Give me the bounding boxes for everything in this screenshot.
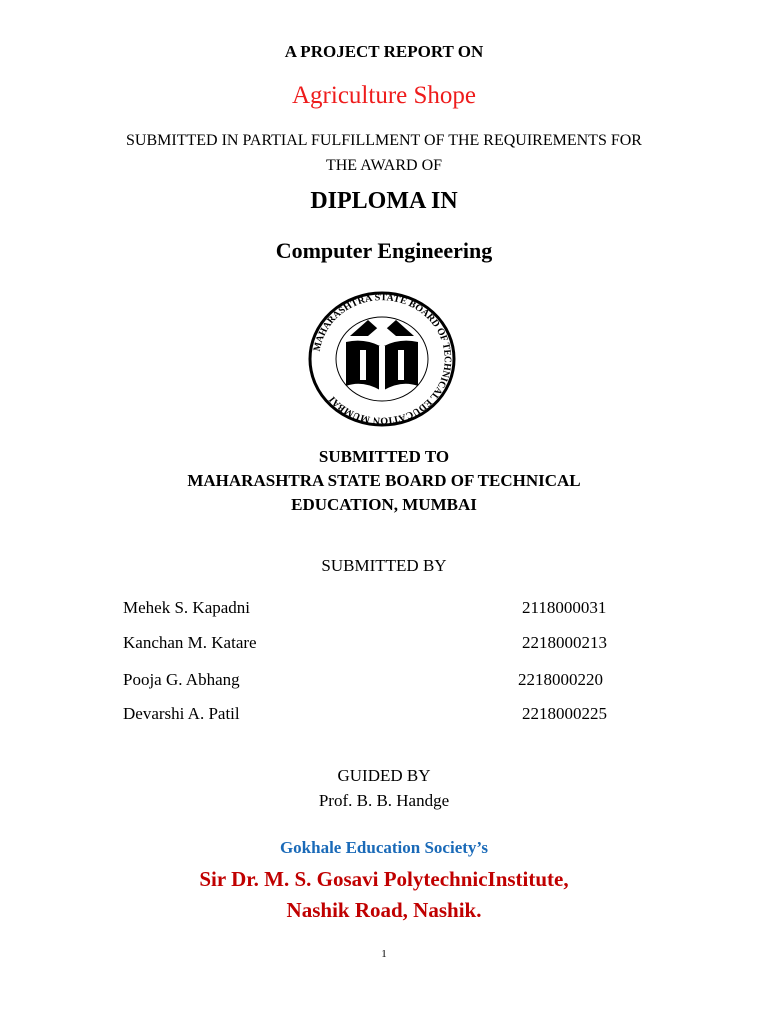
- guide-name: Prof. B. B. Handge: [318, 791, 450, 810]
- submitted-by-label: SUBMITTED BY: [321, 556, 447, 575]
- project-title: Agriculture Shope: [292, 82, 476, 109]
- member-name: Devarshi A. Patil: [123, 704, 240, 723]
- institute-location: Nashik Road, Nashik.: [286, 898, 482, 922]
- member-name: Pooja G. Abhang: [123, 670, 240, 689]
- seal-emblem-icon: [302, 290, 462, 428]
- seal-ring-text: MAHARASHTRA STATE BOARD OF TECHNICAL EDUCATION MUMBAI: [311, 292, 453, 426]
- submitted-to-block: [0, 445, 768, 517]
- member-enrollment: 2218000225: [522, 704, 607, 723]
- member-name: Kanchan M. Katare: [123, 633, 257, 652]
- institute-name: Sir Dr. M. S. Gosavi PolytechnicInstitute,: [199, 867, 569, 891]
- member-enrollment: 2218000213: [522, 633, 607, 652]
- page-number: 1: [381, 948, 387, 960]
- board-name-line-2: EDUCATION, MUMBAI: [291, 495, 477, 514]
- diploma-title: DIPLOMA IN: [310, 188, 458, 214]
- msbte-seal-logo: [302, 290, 462, 428]
- society-name: Gokhale Education Society’s: [279, 838, 489, 857]
- member-name: Mehek S. Kapadni: [123, 598, 251, 617]
- fulfillment-statement: [0, 128, 768, 178]
- fulfillment-line-2: THE AWARD OF: [325, 157, 443, 174]
- guided-by-label: GUIDED BY: [337, 766, 431, 785]
- submitted-to-label: SUBMITTED TO: [318, 447, 450, 466]
- board-name-line-1: MAHARASHTRA STATE BOARD OF TECHNICAL: [187, 471, 581, 490]
- fulfillment-line-1: SUBMITTED IN PARTIAL FULFILLMENT OF THE REQUIREMENTS FOR: [126, 132, 642, 149]
- report-heading: A PROJECT REPORT ON: [284, 42, 484, 61]
- member-enrollment: 2218000220: [518, 670, 603, 689]
- branch-title: Computer Engineering: [275, 238, 493, 263]
- member-enrollment: 2118000031: [522, 598, 607, 617]
